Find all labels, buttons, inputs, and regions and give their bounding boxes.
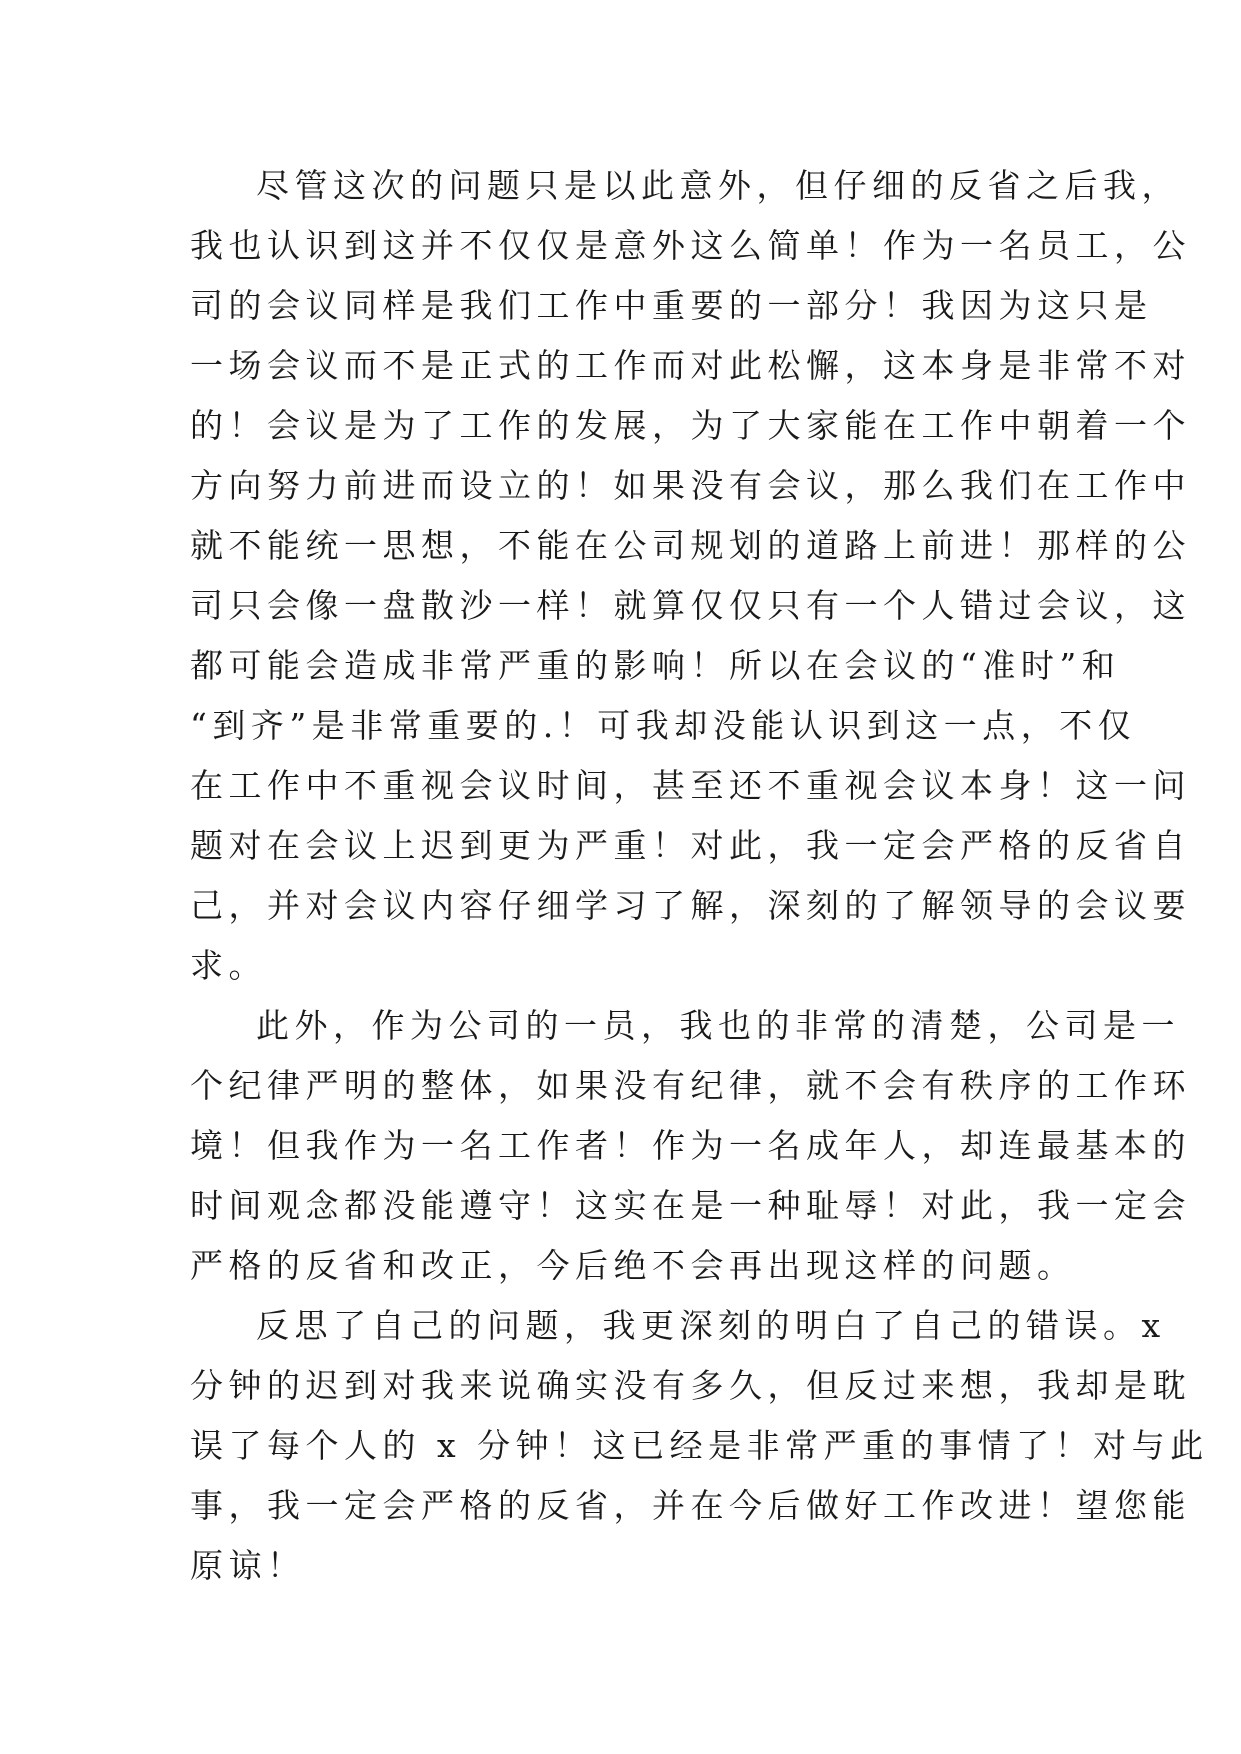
paragraph-line: 题对在会议上迟到更为严重！对此，我一定会严格的反省自 <box>190 826 1191 865</box>
paragraph-line: 就不能统一思想，不能在公司规划的道路上前进！那样的公 <box>190 526 1191 565</box>
paragraph-line: 司的会议同样是我们工作中重要的一部分！我因为这只是 <box>190 286 1153 325</box>
paragraph-line: 此外，作为公司的一员，我也的非常的清楚，公司是一 <box>256 1006 1180 1045</box>
paragraph-line: 在工作中不重视会议时间，甚至还不重视会议本身！这一问 <box>190 766 1191 805</box>
paragraph-line: 严格的反省和改正，今后绝不会再出现这样的问题。 <box>190 1246 1076 1285</box>
paragraph-line: 都可能会造成非常严重的影响！所以在会议的“准时”和 <box>190 646 1121 685</box>
paragraph-line: 尽管这次的问题只是以此意外，但仔细的反省之后我， <box>256 166 1180 205</box>
paragraph-line: 方向努力前进而设立的！如果没有会议，那么我们在工作中 <box>190 466 1191 505</box>
paragraph-line: 境！但我作为一名工作者！作为一名成年人，却连最基本的 <box>190 1126 1191 1165</box>
paragraph-line: 我也认识到这并不仅仅是意外这么简单！作为一名员工，公 <box>190 226 1191 265</box>
paragraph-line: 求。 <box>190 946 267 985</box>
paragraph-line: 司只会像一盘散沙一样！就算仅仅只有一个人错过会议，这 <box>190 586 1191 625</box>
paragraph-line: 己，并对会议内容仔细学习了解，深刻的了解领导的会议要 <box>190 886 1191 925</box>
document-body <box>190 156 1209 1596</box>
paragraph-line: “到齐”是非常重要的.！可我却没能认识到这一点，不仅 <box>190 706 1137 745</box>
paragraph-line: 反思了自己的问题，我更深刻的明白了自己的错误。x <box>256 1306 1166 1345</box>
paragraph-line: 个纪律严明的整体，如果没有纪律，就不会有秩序的工作环 <box>190 1066 1191 1105</box>
paragraph-2 <box>190 996 1191 1296</box>
paragraph-line: 的！会议是为了工作的发展，为了大家能在工作中朝着一个 <box>190 406 1191 445</box>
paragraph-line: 时间观念都没能遵守！这实在是一种耻辱！对此，我一定会 <box>190 1186 1191 1225</box>
paragraph-line: 原谅！ <box>190 1546 306 1585</box>
paragraph-line: 事，我一定会严格的反省，并在今后做好工作改进！望您能 <box>190 1486 1191 1525</box>
paragraph-1 <box>190 156 1191 996</box>
paragraph-line: 一场会议而不是正式的工作而对此松懈，这本身是非常不对 <box>190 346 1191 385</box>
paragraph-3 <box>190 1296 1209 1596</box>
paragraph-line: 误了每个人的 x 分钟！这已经是非常严重的事情了！对与此 <box>190 1426 1209 1465</box>
paragraph-line: 分钟的迟到对我来说确实没有多久，但反过来想，我却是耽 <box>190 1366 1191 1405</box>
